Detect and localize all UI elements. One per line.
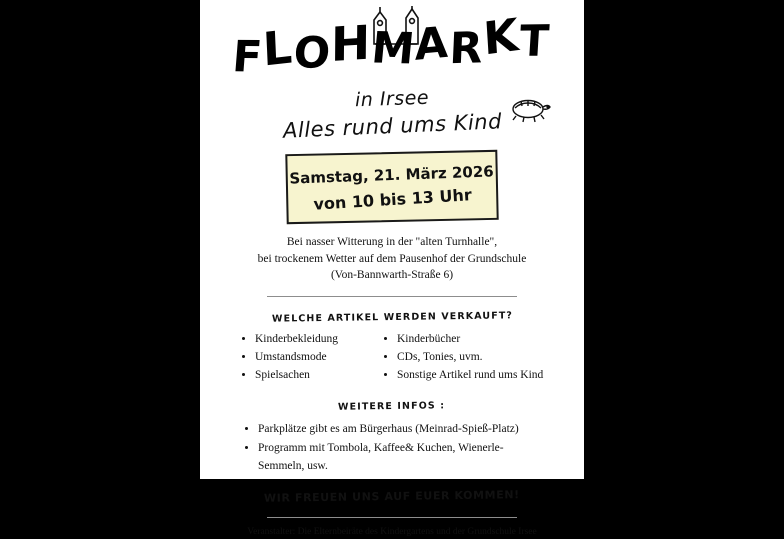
articles-list-left	[237, 331, 373, 384]
infos-heading: WEITERE INFOS :	[338, 400, 446, 414]
banner-date: Samstag, 21. März 2026	[289, 162, 494, 188]
articles-heading-wrap	[200, 307, 584, 329]
infos-heading-wrap	[200, 396, 584, 418]
list-item: • Sonstige Artikel rund ums Kind	[397, 367, 547, 385]
articles-heading: WELCHE ARTIKEL WERDEN VERKAUFT?	[271, 310, 513, 325]
subtitle-theme: Alles rund ums Kind	[282, 109, 502, 143]
articles-columns	[200, 331, 584, 384]
weather-note	[200, 234, 584, 284]
weather-note-line-1: Bei nasser Witterung in der "alten Turnhalle",	[286, 236, 498, 248]
banner-time: von 10 bis 13 Uhr	[312, 185, 473, 215]
articles-list-right	[379, 331, 547, 384]
infos-block	[242, 420, 542, 475]
closing-message: WIR FREUEN UNS AUF EUER KOMMEN!	[264, 487, 520, 505]
date-banner	[278, 152, 506, 224]
flyer-content	[200, 6, 584, 537]
divider-top	[267, 296, 517, 297]
list-item: • Umstandsmode	[255, 349, 373, 367]
list-item: • Spielsachen	[255, 367, 373, 385]
date-banner-text	[277, 148, 507, 228]
divider-bottom	[267, 517, 517, 518]
subtitle-location: in Irsee	[354, 86, 430, 112]
page-title: FLOHMARKT	[231, 8, 552, 83]
infos-list	[242, 420, 542, 475]
list-item: • Kinderbekleidung	[255, 331, 373, 349]
list-item: • Kinderbücher	[397, 331, 547, 349]
list-item: • CDs, Tonies, uvm.	[397, 349, 547, 367]
organizer-note: Veranstalter: Die Elternbeiräte des Kindergartens und der Grundschule Irsee	[247, 526, 537, 537]
weather-note-line-3: (Von-Bannwarth-Straße 6)	[330, 269, 454, 282]
list-item: • Programm mit Tombola, Kaffee& Kuchen, Wienerle-Semmeln, usw.	[258, 439, 542, 476]
flyer-sheet	[200, 0, 584, 537]
closing-wrap	[200, 476, 584, 505]
title-block	[200, 6, 584, 86]
turtle-icon	[504, 94, 552, 129]
list-item: • Parkplätze gibt es am Bürgerhaus (Meinrad-Spieß-Platz)	[258, 420, 542, 438]
weather-note-line-2: bei trockenem Wetter auf dem Pausenhof der Grundschule	[257, 252, 527, 265]
